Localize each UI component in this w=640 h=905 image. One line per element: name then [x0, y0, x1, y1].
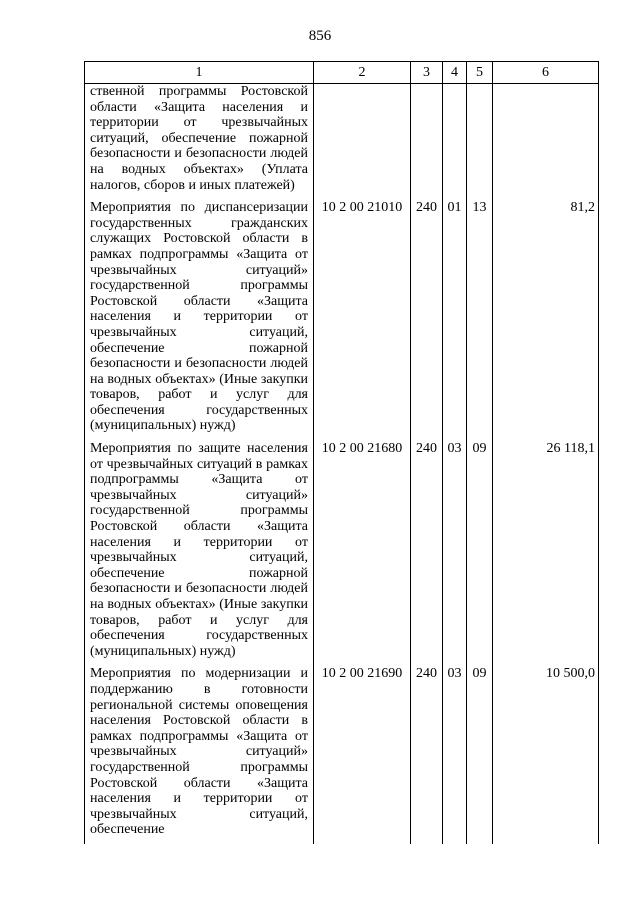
- row-description: Мероприятия по защите населения от чрезвычайных ситуаций в рамках подпрограммы «Защита от чрезвычайных ситуаций» государственной программы Ростовской области «Защита населения и территории от чрезвычайных ситуаций, обеспечение пожарной безопасности и безопасности людей на водных объектах» (Иные закупки товаров, работ и услуг для обеспечения государственных (муниципальных) нужд): [85, 440, 314, 665]
- section-code: [443, 84, 467, 200]
- target-article-code: 10 2 00 21690: [314, 665, 411, 844]
- column-number-header-row: [85, 62, 599, 84]
- row-description: Мероприятия по модернизации и поддержанию в готовности региональной системы оповещения населения Ростовской области в рамках подпрограммы «Защита от чрезвычайных ситуаций» государственной программы Ростовской области «Защита населения и территории от чрезвычайных ситуаций, обеспечение: [85, 665, 314, 844]
- subsection-code: 09: [467, 665, 493, 844]
- table-row: [85, 440, 599, 665]
- target-article-code: [314, 84, 411, 200]
- table-row: [85, 199, 599, 440]
- amount: 81,2: [493, 199, 599, 440]
- expense-type-code: [411, 84, 443, 200]
- expense-type-code: 240: [411, 440, 443, 665]
- target-article-code: 10 2 00 21680: [314, 440, 411, 665]
- subsection-code: 09: [467, 440, 493, 665]
- section-code: 03: [443, 440, 467, 665]
- column-number-2: 2: [314, 62, 411, 84]
- column-number-6: 6: [493, 62, 599, 84]
- subsection-code: [467, 84, 493, 200]
- column-number-4: 4: [443, 62, 467, 84]
- expense-type-code: 240: [411, 199, 443, 440]
- amount: [493, 84, 599, 200]
- amount: 10 500,0: [493, 665, 599, 844]
- expense-type-code: 240: [411, 665, 443, 844]
- row-description: ственной программы Ростовской области «Защита населения и территории от чрезвычайных ситуаций, обеспечение пожарной безопасности и безопасности людей на водных объектах» (Уплата налогов, сборов и иных платежей): [85, 84, 314, 200]
- section-code: 03: [443, 665, 467, 844]
- column-number-5: 5: [467, 62, 493, 84]
- page-number: 856: [308, 28, 332, 44]
- subsection-code: 13: [467, 199, 493, 440]
- table-row: [85, 665, 599, 844]
- row-description: Мероприятия по диспансеризации государственных гражданских служащих Ростовской области в рамках подпрограммы «Защита от чрезвычайных ситуаций» государственной программы Ростовской области «Защита населения и территории от чрезвычайных ситуаций, обеспечение пожарной безопасности и безопасности людей на водных объектах» (Иные закупки товаров, работ и услуг для обеспечения государственных (муниципальных) нужд): [85, 199, 314, 440]
- column-number-3: 3: [411, 62, 443, 84]
- budget-table: [84, 61, 599, 844]
- column-number-1: 1: [85, 62, 314, 84]
- table-row: [85, 84, 599, 200]
- amount: 26 118,1: [493, 440, 599, 665]
- section-code: 01: [443, 199, 467, 440]
- target-article-code: 10 2 00 21010: [314, 199, 411, 440]
